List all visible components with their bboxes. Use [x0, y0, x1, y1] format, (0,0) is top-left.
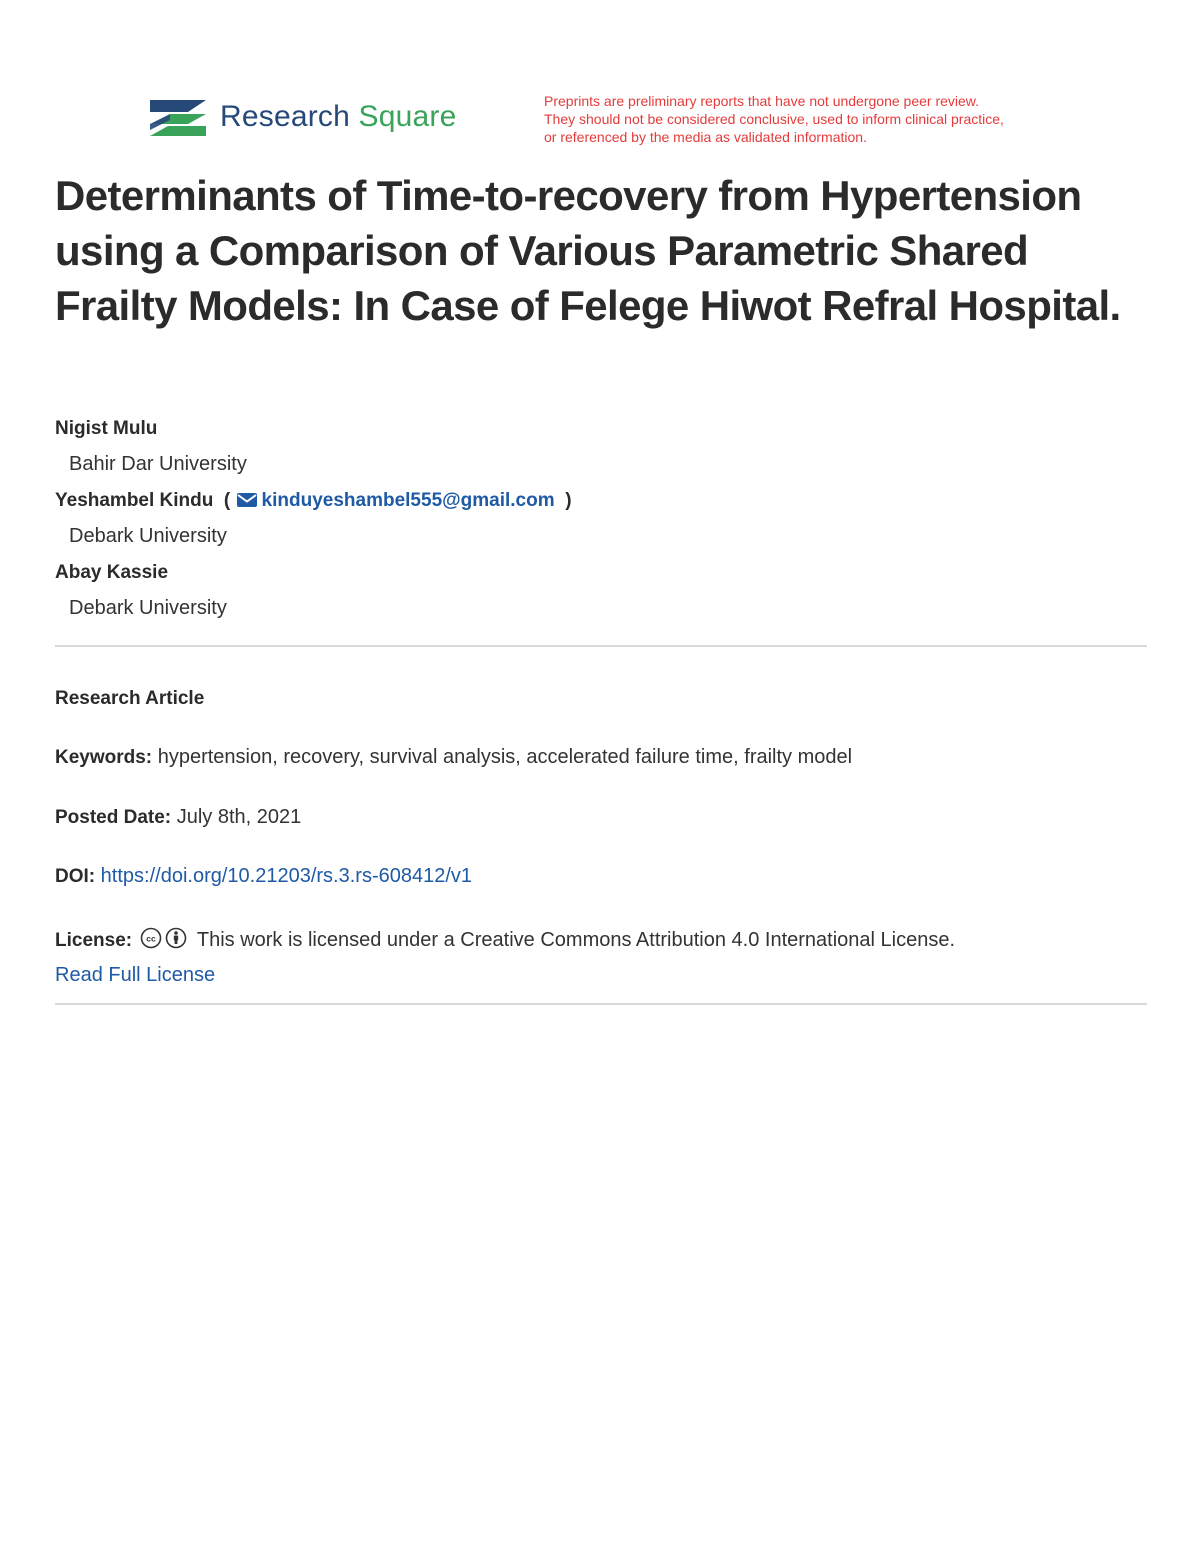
paper-title: Determinants of Time-to-recovery from Hypertension using a Comparison of Various Parametric Shared Frailty Models: In Case of Felege Hiwot Refral Hospital.: [55, 172, 1121, 329]
author-affiliation: Debark University: [69, 525, 227, 547]
research-square-logo[interactable]: [148, 96, 457, 138]
author-affiliation: Debark University: [69, 597, 227, 619]
cc-icon: [140, 927, 162, 949]
author-name-with-email: [55, 486, 1055, 520]
divider: [55, 645, 1147, 647]
author-affiliation: Bahir Dar University: [69, 453, 247, 475]
attribution-icon: [165, 927, 187, 949]
keywords-value: hypertension, recovery, survival analysis, accelerated failure time, frailty model: [157, 746, 853, 768]
posted-date-row: [55, 806, 301, 829]
article-type: Research Article: [55, 688, 205, 709]
envelope-icon: [236, 492, 258, 508]
license-label: License:: [55, 930, 133, 951]
read-full-license-link[interactable]: Read Full License: [55, 964, 216, 986]
license-icons: [140, 927, 190, 949]
keywords-row: [55, 746, 852, 769]
disclaimer-line: or referenced by the media as validated information.: [544, 129, 867, 145]
author-name: Abay Kassie: [55, 562, 169, 583]
author-email-link[interactable]: [236, 490, 560, 511]
author-name: Nigist Mulu: [55, 418, 158, 439]
license-text: This work is licensed under a Creative Commons Attribution 4.0 International License.: [196, 929, 956, 951]
doi-link[interactable]: https://doi.org/10.21203/rs.3.rs-608412/v1: [100, 865, 473, 887]
disclaimer-line: Preprints are preliminary reports that have not undergone peer review.: [544, 93, 980, 109]
divider: [55, 1003, 1147, 1005]
preprint-disclaimer: [544, 92, 1064, 146]
email-paren-open: (: [218, 490, 231, 511]
author-email: kinduyeshambel555@gmail.com: [261, 490, 555, 511]
research-square-wordmark: [220, 102, 457, 132]
svg-text:cc: cc: [145, 933, 156, 944]
posted-date-value: July 8th, 2021: [176, 806, 302, 828]
email-paren-close: ): [559, 490, 572, 511]
author-name: Yeshambel Kindu: [55, 490, 214, 511]
author-list: [55, 414, 1055, 630]
license-row: [55, 923, 955, 992]
posted-date-label: Posted Date:: [55, 807, 172, 828]
doi-row: [55, 865, 472, 888]
brand-name-part2: Square: [358, 100, 457, 133]
brand-name-part1: Research: [220, 100, 350, 133]
research-square-logo-icon: [148, 96, 208, 138]
doi-label: DOI:: [55, 866, 96, 887]
keywords-label: Keywords:: [55, 747, 153, 768]
disclaimer-line: They should not be considered conclusive, used to inform clinical practice,: [544, 111, 1004, 127]
